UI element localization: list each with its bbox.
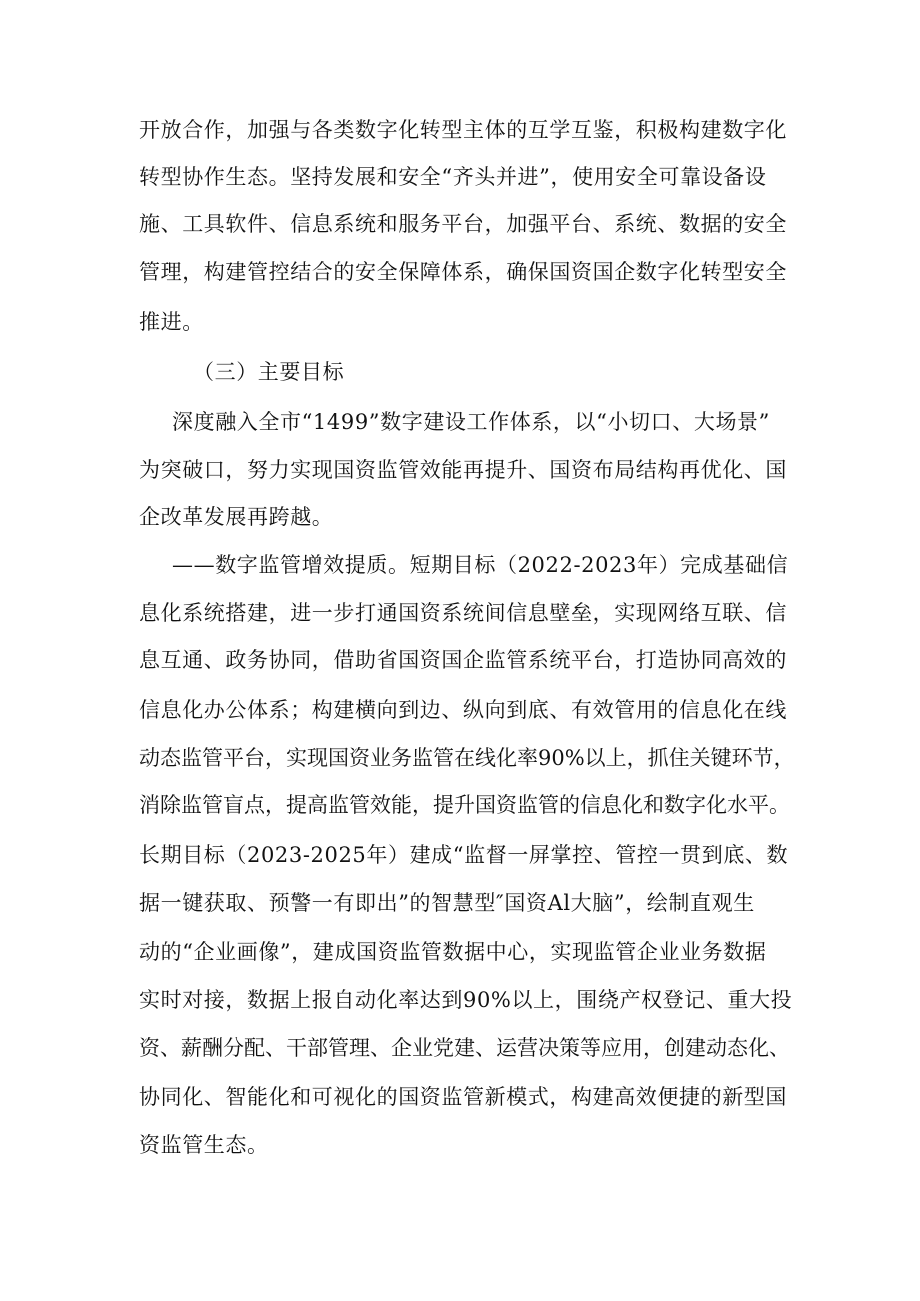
text-line-11: 息化系统搭建，进一步打通国资系统间信息壁垒，实现网络互联、信	[139, 601, 787, 625]
text-line-20: 资、薪酬分配、干部管理、企业党建、运营决策等应用，创建动态化、	[139, 1036, 790, 1060]
text-line-19: 实时对接，数据上报自动化率达到90%以上，围绕产权登记、重大投	[139, 988, 793, 1012]
text-line-10: ——数字监管增效提质。短期目标（2022-2023年）完成基础信	[172, 553, 789, 577]
text-line-3: 施、工具软件、信息系统和服务平台，加强平台、系统、数据的安全	[139, 212, 787, 236]
text-line-16: 长期目标（2023-2025年）建成“监督一屏掌控、管控一贯到底、数	[139, 843, 789, 867]
text-line-14: 动态监管平台，实现国资业务监管在线化率90%以上，抓住关键环节，	[139, 746, 795, 770]
text-line-15: 消除监管盲点，提高监管效能，提升国资监管的信息化和数字化水平。	[139, 793, 790, 817]
text-line-22: 资监管生态。	[139, 1133, 269, 1157]
text-line-7: 深度融入全市“1499”数字建设工作体系，以“小切口、大场景”	[172, 410, 770, 434]
section-heading: （三）主要目标	[193, 360, 345, 384]
text-line-5: 推进。	[139, 310, 204, 334]
text-line-21: 协同化、智能化和可视化的国资监管新模式，构建高效便捷的新型国	[139, 1085, 787, 1109]
text-line-1: 开放合作，加强与各类数字化转型主体的互学互鉴，积极构建数字化	[139, 118, 787, 142]
text-line-17: 据一键获取、预警一有即出”的智慧型″国资Al大脑”，绘制直观生	[139, 891, 755, 915]
text-line-4: 管理，构建管控结合的安全保障体系，确保国资国企数字化转型安全	[139, 260, 787, 284]
text-line-13: 信息化办公体系；构建横向到边、纵向到底、有效管用的信息化在线	[139, 698, 787, 722]
text-line-2: 转型协作生态。坚持发展和安全“齐头并进”，使用安全可靠设备设	[139, 165, 767, 189]
text-line-18: 动的“企业画像”，建成国资监管数据中心，实现监管企业业务数据	[139, 940, 767, 964]
text-line-9: 企改革发展再跨越。	[139, 505, 334, 529]
text-line-12: 息互通、政务协同，借助省国资国企监管系统平台，打造协同高效的	[139, 648, 787, 672]
text-line-8: 为突破口，努力实现国资监管效能再提升、国资布局结构再优化、国	[139, 458, 787, 482]
